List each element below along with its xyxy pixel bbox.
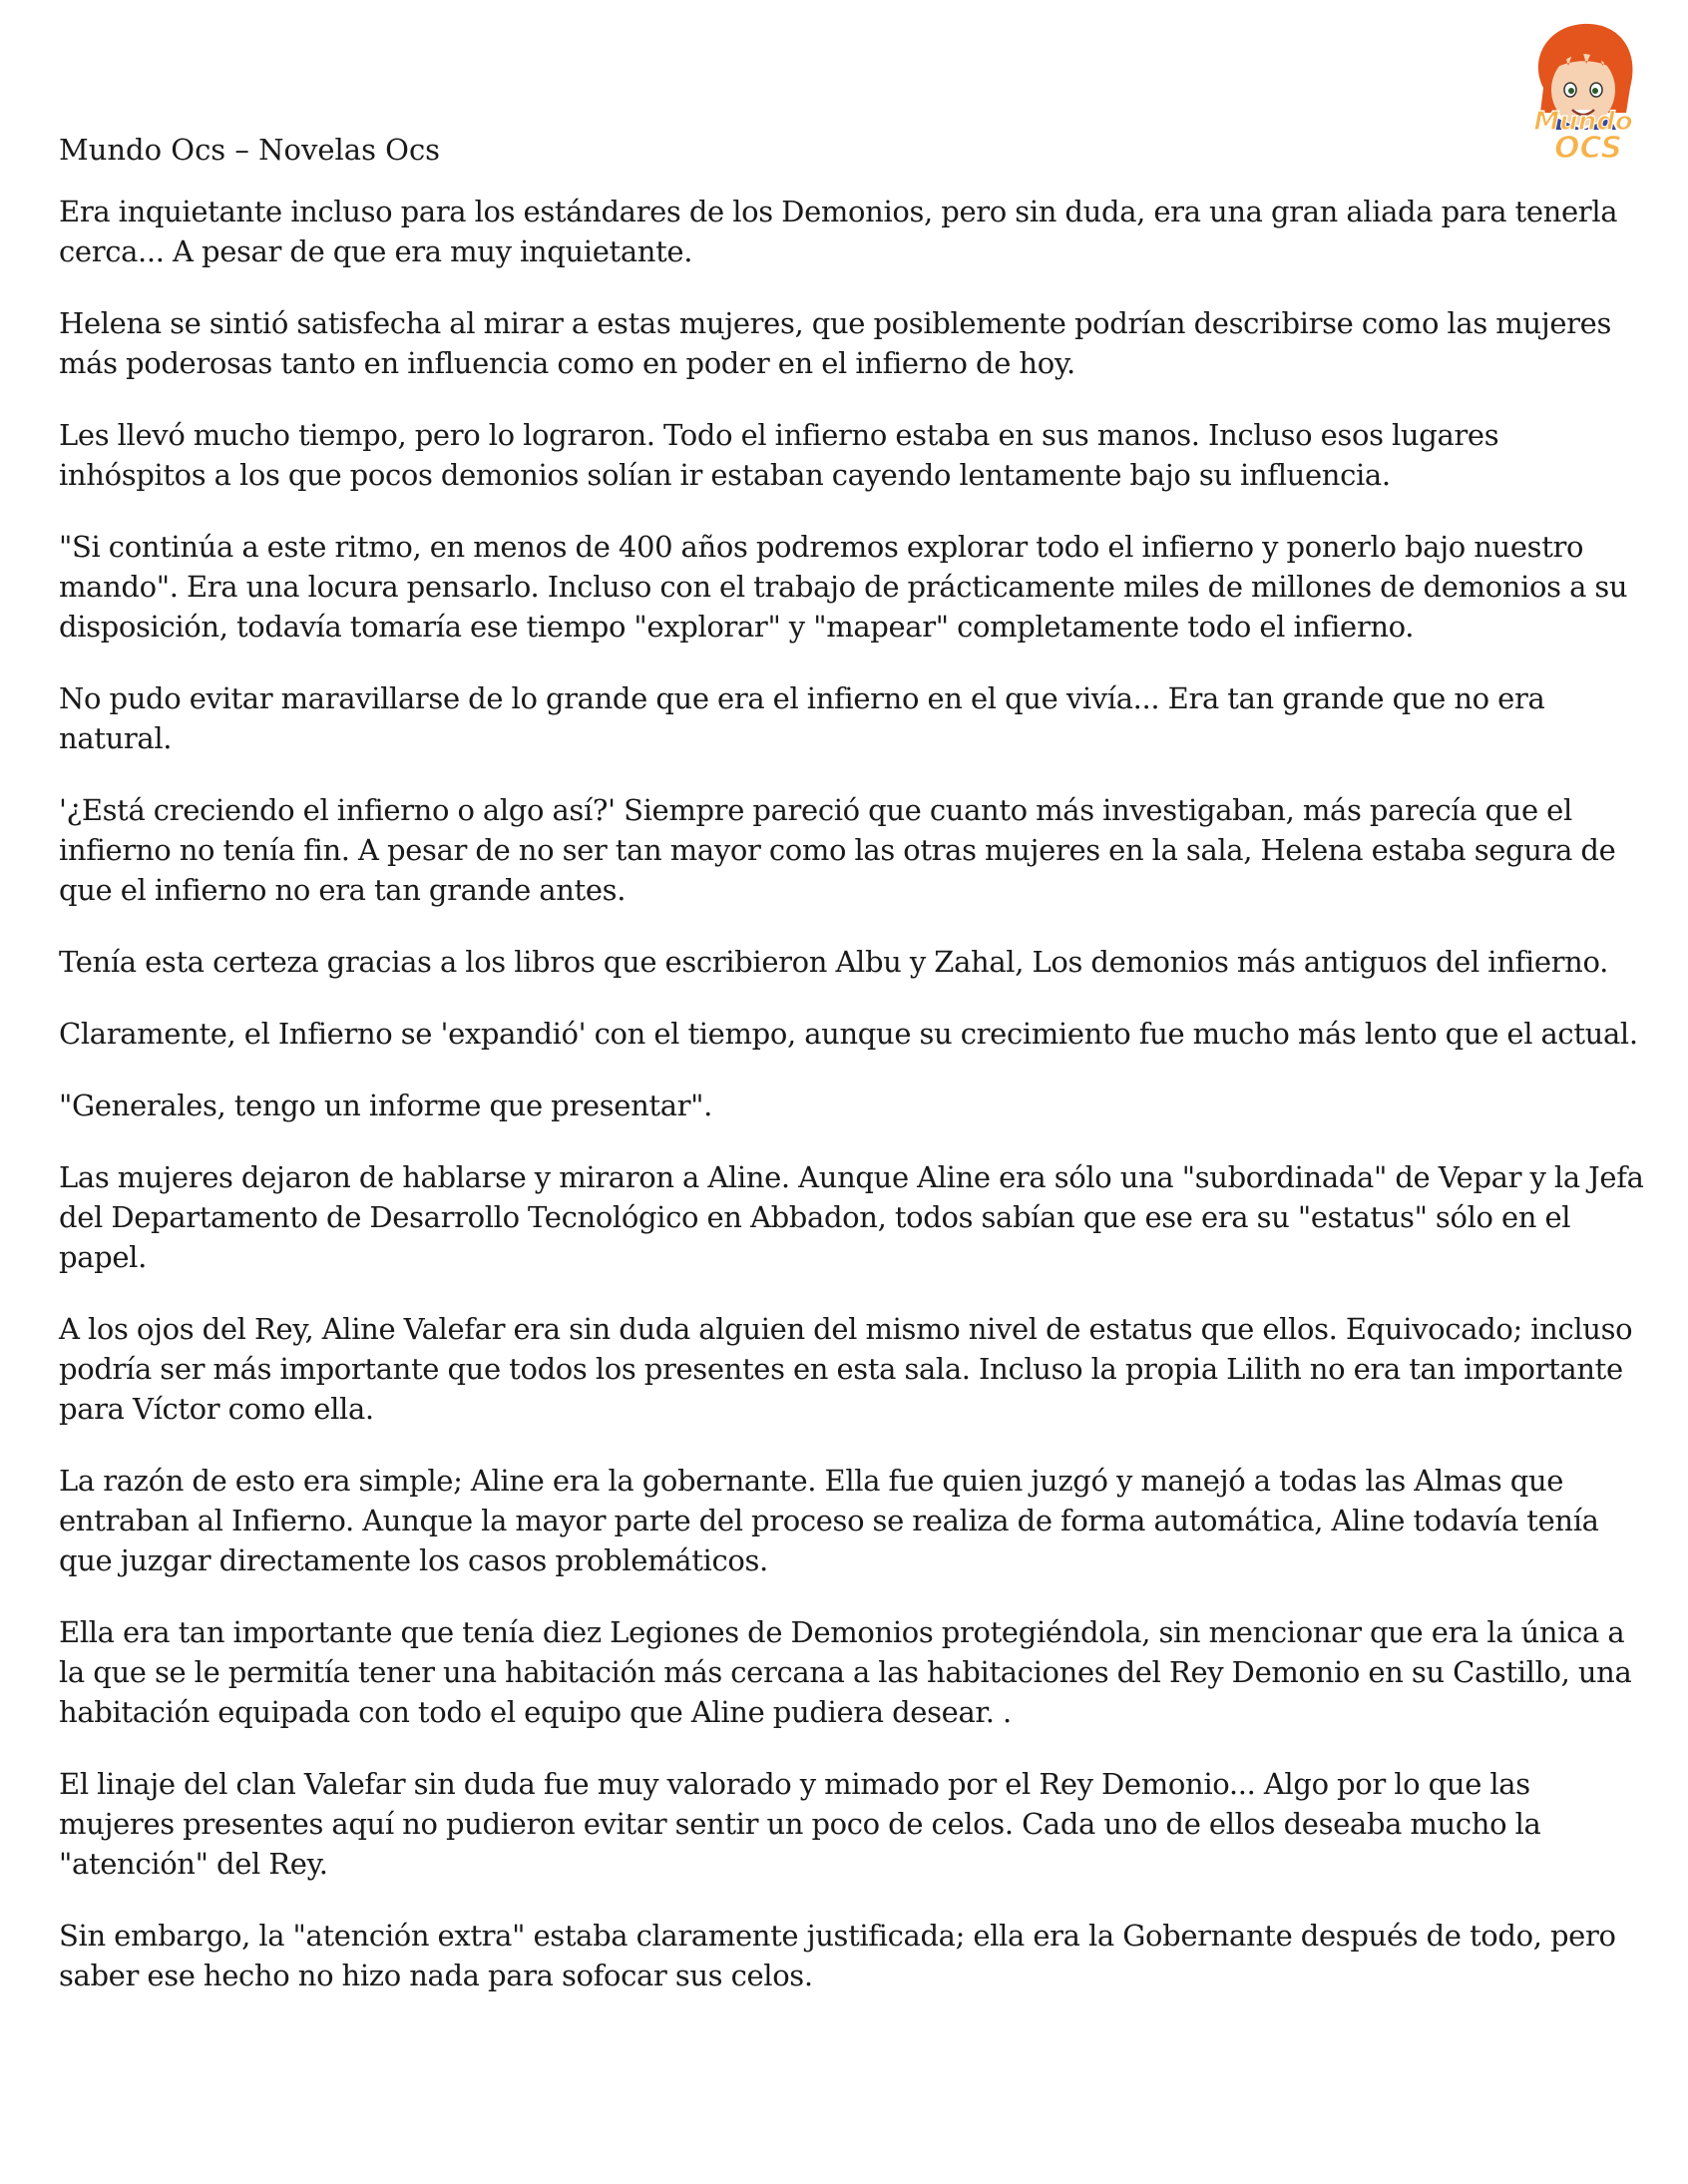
paragraph: Ella era tan importante que tenía diez Legiones de Demonios protegiéndola, sin mencionar que era la única a la que se le permitía tener una habitación más cercana a las habitaciones del Rey Demonio en su Castillo, una habitación equipada con todo el equipo que Aline pudiera desear. . <box>59 1615 1632 1729</box>
site-title: Mundo Ocs – Novelas Ocs <box>59 133 441 167</box>
paragraph: Era inquietante incluso para los estándares de los Demonios, pero sin duda, era una gran aliada para tenerla cerca... A pesar de que era muy inquietante. <box>59 195 1618 268</box>
paragraph: Las mujeres dejaron de hablarse y miraron a Aline. Aunque Aline era sólo una "subordinada" de Vepar y la Jefa del Departamento de Desarrollo Tecnológico en Abbadon, todos sabían que ese era su "estatus" sólo en el papel. <box>59 1160 1644 1274</box>
paragraph: '¿Está creciendo el infierno o algo así?' Siempre pareció que cuanto más investigaban, más parecía que el infierno no tenía fin. A pesar de no ser tan mayor como las otras mujeres en la sala, Helena estaba segura de que el infierno no era tan grande antes. <box>59 793 1616 907</box>
paragraph: No pudo evitar maravillarse de lo grande que era el infierno en el que vivía... Era tan grande que no era natural. <box>59 681 1545 755</box>
paragraph: Les llevó mucho tiempo, pero lo lograron. Todo el infierno estaba en sus manos. Incluso esos lugares inhóspitos a los que pocos demonios solían ir estaban cayendo lentamente bajo su influencia. <box>59 418 1499 492</box>
paragraph: Claramente, el Infierno se 'expandió' con el tiempo, aunque su crecimiento fue mucho más lento que el actual. <box>59 1017 1638 1051</box>
logo-text-top: Mundo <box>1533 107 1633 137</box>
paragraph: Tenía esta certeza gracias a los libros que escribieron Albu y Zahal, Los demonios más antiguos del infierno. <box>59 945 1608 979</box>
paragraph: Helena se sintió satisfecha al mirar a estas mujeres, que posiblemente podrían describirse como las mujeres más poderosas tanto en influencia como en poder en el infierno de hoy. <box>59 306 1612 380</box>
paragraph: Sin embargo, la "atención extra" estaba claramente justificada; ella era la Gobernante después de todo, pero saber ese hecho no hizo nada para sofocar sus celos. <box>59 1919 1616 1992</box>
paragraph: El linaje del clan Valefar sin duda fue muy valorado y mimado por el Rey Demonio... Algo por lo que las mujeres presentes aquí no pudieron evitar sentir un poco de celos. Cada uno de ellos deseaba mucho la "atención" del Rey. <box>59 1767 1541 1881</box>
paragraph: A los ojos del Rey, Aline Valefar era sin duda alguien del mismo nivel de estatus que ellos. Equivocado; incluso podría ser más importante que todos los presentes en esta sala. Incluso la propia Lilith no era tan importante para Víctor como ella. <box>59 1312 1633 1426</box>
paragraph: La razón de esto era simple; Aline era la gobernante. Ella fue quien juzgó y manejó a todas las Almas que entraban al Infierno. Aunque la mayor parte del proceso se realiza de forma automática, Aline todavía tenía que juzgar directamente los casos problemáticos. <box>59 1464 1599 1577</box>
paragraph: "Si continúa a este ritmo, en menos de 400 años podremos explorar todo el infierno y ponerlo bajo nuestro mando". Era una locura pensarlo. Incluso con el trabajo de prácticamente miles de millones de demonios a su disposición, todavía tomaría ese tiempo "explorar" y "mapear" completamente todo el infierno. <box>59 530 1628 644</box>
document-page <box>59 130 1645 2027</box>
logo-text-bottom: OCS <box>1553 131 1623 166</box>
paragraph: "Generales, tengo un informe que presentar". <box>59 1089 713 1122</box>
